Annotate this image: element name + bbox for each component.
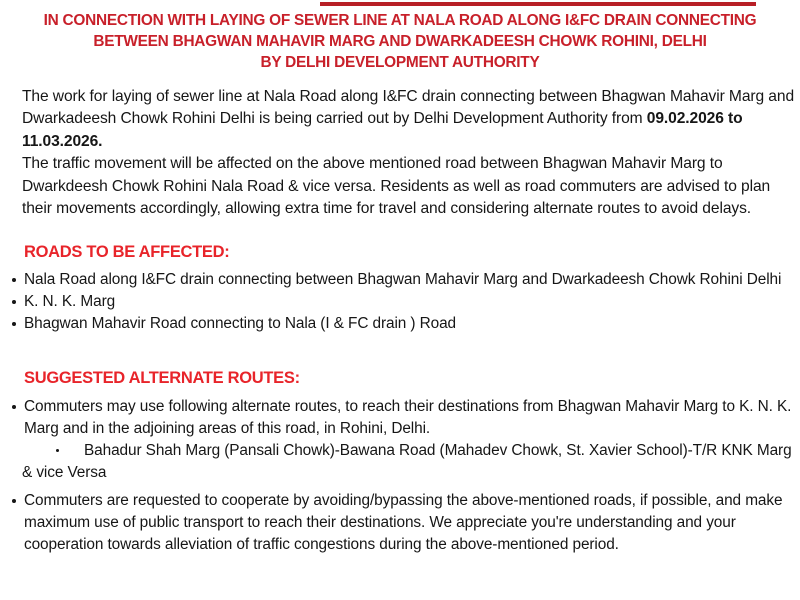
intro-paragraph-1-text: The work for laying of sewer line at Nala Road along I&FC drain connecting between Bhagwan Mahavir Marg and Dwarkadeesh Chowk Rohini Delhi is being carried out by Delhi Development Authority from — [22, 88, 795, 128]
sub-item-label: Bahadur Shah Marg (Pansali Chowk)-Bawana Road (Mahadev Chowk, St. Xavier School)-T/R KNK Marg & vice Versa — [22, 442, 792, 482]
alternate-routes-list — [22, 396, 794, 440]
alternate-route-sub-item — [22, 440, 794, 484]
roads-affected-heading: ROADS TO BE AFFECTED: — [24, 243, 230, 262]
cooperation-request-list — [22, 490, 794, 556]
list-item-label: Commuters may use following alternate routes, to reach their destinations from Bhagwan Mahavir Marg to K. N. K. Marg and in the adjoining areas of this road, in Rohini, Delhi. — [24, 398, 792, 438]
list-item — [12, 396, 794, 440]
list-item — [12, 291, 794, 313]
list-item-label: K. N. K. Marg — [24, 293, 116, 311]
bullet-dot-icon — [12, 278, 16, 282]
bullet-dot-icon — [12, 322, 16, 326]
page-title — [10, 10, 790, 73]
list-item-label: Bhagwan Mahavir Road connecting to Nala (I & FC drain ) Road — [24, 315, 457, 333]
title-line-1: IN CONNECTION WITH LAYING OF SEWER LINE AT NALA ROAD ALONG I&FC DRAIN CONNECTING — [43, 12, 757, 29]
intro-paragraph-2: The traffic movement will be affected on the above mentioned road between Bhagwan Mahavir Marg to Dwarkdeesh Chowk Rohini Nala Road & vice versa. Residents as well as road commuters are advised to plan their movements accordingly, allowing extra time for travel and considering alternate routes to avoid delays. — [22, 155, 771, 218]
bullet-dot-icon — [12, 499, 16, 503]
work-date-range: 09.02.2026 to 11.03.2026. — [22, 110, 743, 150]
advisory-content — [22, 86, 794, 556]
list-item — [12, 490, 794, 556]
alternate-routes-heading: SUGGESTED ALTERNATE ROUTES: — [24, 369, 300, 388]
intro-paragraph-1 — [22, 86, 794, 153]
title-line-3: BY DELHI DEVELOPMENT AUTHORITY — [260, 54, 540, 71]
list-item-label: Nala Road along I&FC drain connecting between Bhagwan Mahavir Marg and Dwarkadeesh Chowk Rohini Delhi — [24, 271, 782, 289]
bullet-dot-icon — [12, 300, 16, 304]
bullet-dot-icon — [12, 405, 16, 409]
list-item — [12, 313, 794, 335]
list-item — [12, 269, 794, 291]
title-line-2: BETWEEN BHAGWAN MAHAVIR MARG AND DWARKADEESH CHOWK ROHINI, DELHI — [93, 33, 707, 50]
roads-affected-list — [22, 269, 794, 335]
list-item-label: Commuters are requested to cooperate by avoiding/bypassing the above-mentioned roads, if possible, and make maximum use of public transport to reach their destinations. We appreciate you're understanding and your cooperation towards alleviation of traffic congestions during the above-mentioned period. — [24, 492, 783, 554]
top-red-divider — [320, 2, 756, 6]
